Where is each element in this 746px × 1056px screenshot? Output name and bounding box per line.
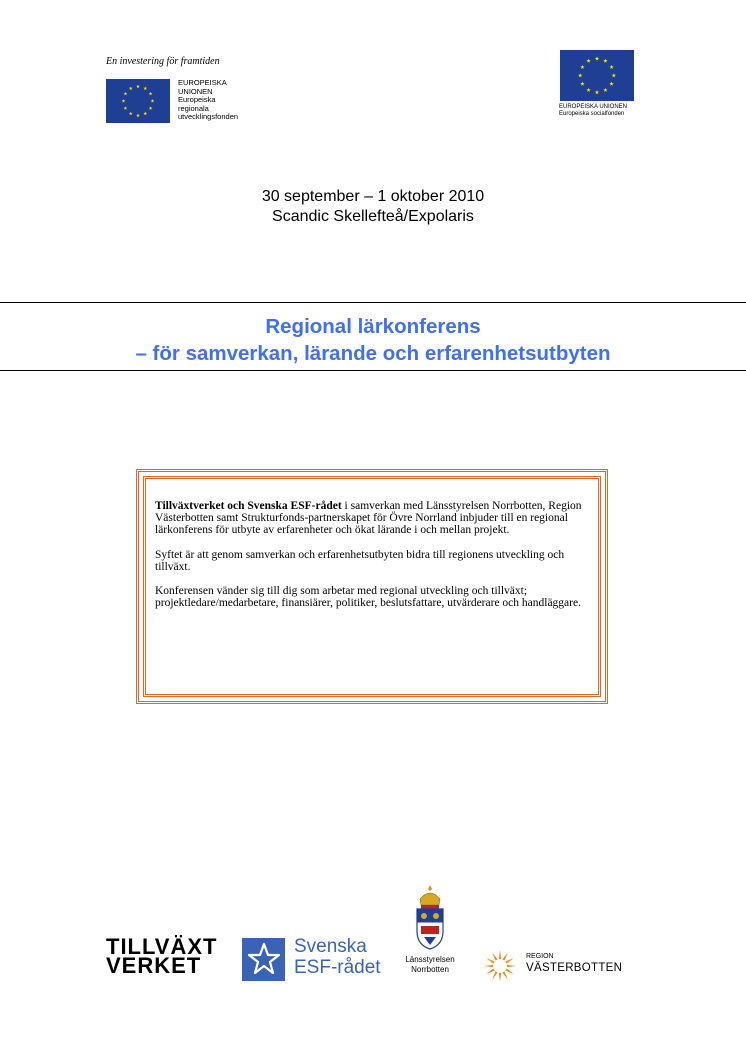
sun-ray-icon (492, 971, 498, 979)
vasterbotten-label: VÄSTERBOTTEN (526, 962, 623, 974)
sun-ray-icon (492, 952, 498, 960)
tillvaxtverket-logo: TILLVÄXT VERKET (106, 934, 218, 978)
eu-star-icon (124, 92, 128, 96)
sun-ray-icon (484, 965, 493, 967)
eu-regional-fund-label: EUROPEISKA UNIONEN Europeiska regionala utvecklingsfonden (178, 78, 239, 121)
sun-ray-icon (486, 958, 494, 964)
sun-ray-icon (507, 965, 516, 967)
lansstyrelsen-logo-text: Länsstyrelsen Norrbotten (405, 955, 455, 974)
eu-star-icon (129, 112, 133, 116)
sun-ray-icon (499, 973, 501, 982)
page-title: Regional lärkonferens – för samverkan, lärande och erfarenhetsutbyten (135, 315, 611, 365)
eu-star-icon (580, 82, 584, 86)
region-label: REGION (526, 953, 554, 960)
event-venue: Scandic Skellefteå/Expolaris (272, 208, 474, 225)
invitation-paragraph-2: Syftet är att genom samverkan och erfarenhetsutbyten bidra till regionens utveckling och tillväxt. (155, 548, 565, 573)
event-date: 30 september – 1 oktober 2010 (261, 188, 485, 205)
eu-social-fund-label: EUROPEISKA UNIONEN Europeiska socialfonden (559, 104, 628, 117)
eu-star-icon (580, 65, 584, 69)
sun-ray-icon (502, 971, 508, 979)
event-info (0, 187, 746, 227)
sun-ray-icon (505, 968, 513, 974)
region-vasterbotten-sun-icon (483, 949, 517, 983)
eu-star-icon (122, 99, 126, 103)
eu-star-icon (586, 88, 590, 92)
title-top-rule (0, 302, 746, 303)
eu-star-icon (612, 73, 616, 77)
sun-ray-icon (486, 968, 494, 974)
eu-star-icon (129, 86, 133, 90)
eu-tagline: En investering för framtiden (106, 56, 220, 67)
eu-star-icon (609, 82, 613, 86)
eu-star-icon (586, 59, 590, 63)
eu-star-icon (124, 106, 128, 110)
eu-star-icon (143, 112, 147, 116)
eu-star-icon (136, 85, 140, 89)
eu-star-icon (609, 65, 613, 69)
eu-star-icon (595, 56, 599, 60)
invitation-paragraph-3: Konferensen vänder sig till dig som arbetar med regional utveckling och tillväxt; projektledare/medarbetare, finansiärer, politiker, beslutsfattare, utvärderare och handläggare. (155, 585, 581, 610)
eu-star-icon (151, 99, 155, 103)
eu-star-icon (603, 88, 607, 92)
invitation-text (155, 500, 595, 621)
eu-star-icon (595, 90, 599, 94)
eu-star-icon (603, 59, 607, 63)
sun-ray-icon (505, 958, 513, 964)
invitation-paragraph-1: Tillväxtverket och Svenska ESF-rådet i samverkan med Länsstyrelsen Norrbotten, Region Västerbotten samt Strukturfonds-partnerskapet för Övre Norrland inbjuder till en regional lärkonferens för utbyte av erfarenheter och ökat lärande i och mellan projekt. (155, 500, 582, 537)
sun-ray-icon (502, 952, 508, 960)
eu-flag-icon (560, 50, 634, 101)
eu-star-icon (149, 92, 153, 96)
norrbotten-coat-of-arms-icon (412, 883, 448, 951)
sun-ray-icon (499, 950, 501, 959)
eu-star-icon (136, 114, 140, 118)
invitation-box (136, 469, 608, 704)
esf-radet-logo-text: Svenska ESF-rådet (294, 936, 381, 978)
esf-star-icon (242, 938, 285, 981)
eu-star-icon (149, 106, 153, 110)
eu-flag-icon (106, 79, 170, 123)
eu-star-icon (143, 86, 147, 90)
title-bottom-rule (0, 370, 746, 371)
eu-star-icon (578, 73, 582, 77)
